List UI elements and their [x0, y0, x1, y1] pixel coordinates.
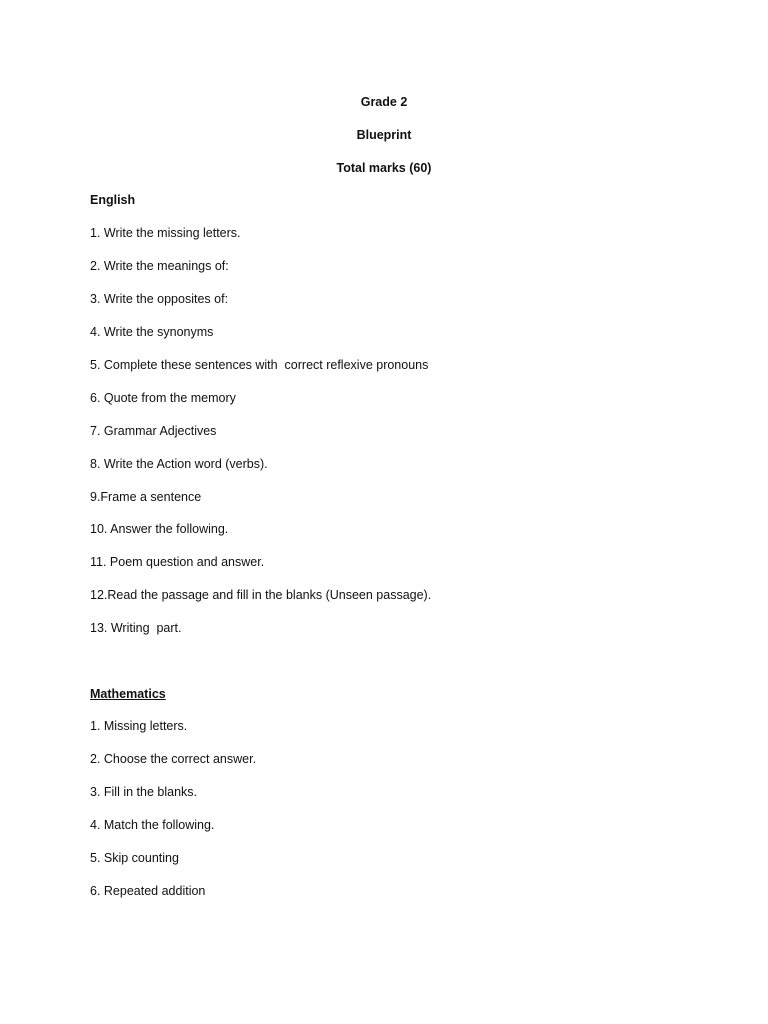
total-marks: Total marks (60) — [336, 161, 432, 175]
english-item: 7. Grammar Adjectives — [90, 424, 217, 438]
english-item: 5. Complete these sentences with correct reflexive pronouns — [90, 358, 429, 372]
english-heading: English — [90, 193, 136, 207]
math-item: 4. Match the following. — [90, 818, 215, 832]
math-item: 1. Missing letters. — [90, 719, 188, 733]
grade-title: Grade 2 — [360, 95, 408, 109]
english-item: 2. Write the meanings of: — [90, 259, 229, 273]
english-item: 10. Answer the following. — [90, 522, 229, 536]
english-item: 6. Quote from the memory — [90, 391, 236, 405]
math-item: 2. Choose the correct answer. — [90, 752, 257, 766]
english-item: 13. Writing part. — [90, 621, 182, 635]
english-item: 12.Read the passage and fill in the blanks (Unseen passage). — [90, 588, 432, 602]
english-item: 9.Frame a sentence — [90, 490, 202, 504]
math-item: 3. Fill in the blanks. — [90, 785, 197, 799]
blueprint-title: Blueprint — [356, 128, 412, 142]
english-item: 11. Poem question and answer. — [90, 555, 265, 569]
english-item: 3. Write the opposites of: — [90, 292, 229, 306]
english-item: 4. Write the synonyms — [90, 325, 214, 339]
mathematics-heading: Mathematics — [90, 687, 166, 701]
english-item: 8. Write the Action word (verbs). — [90, 457, 268, 471]
math-item: 5. Skip counting — [90, 851, 179, 865]
english-item: 1. Write the missing letters. — [90, 226, 241, 240]
math-item: 6. Repeated addition — [90, 884, 206, 898]
